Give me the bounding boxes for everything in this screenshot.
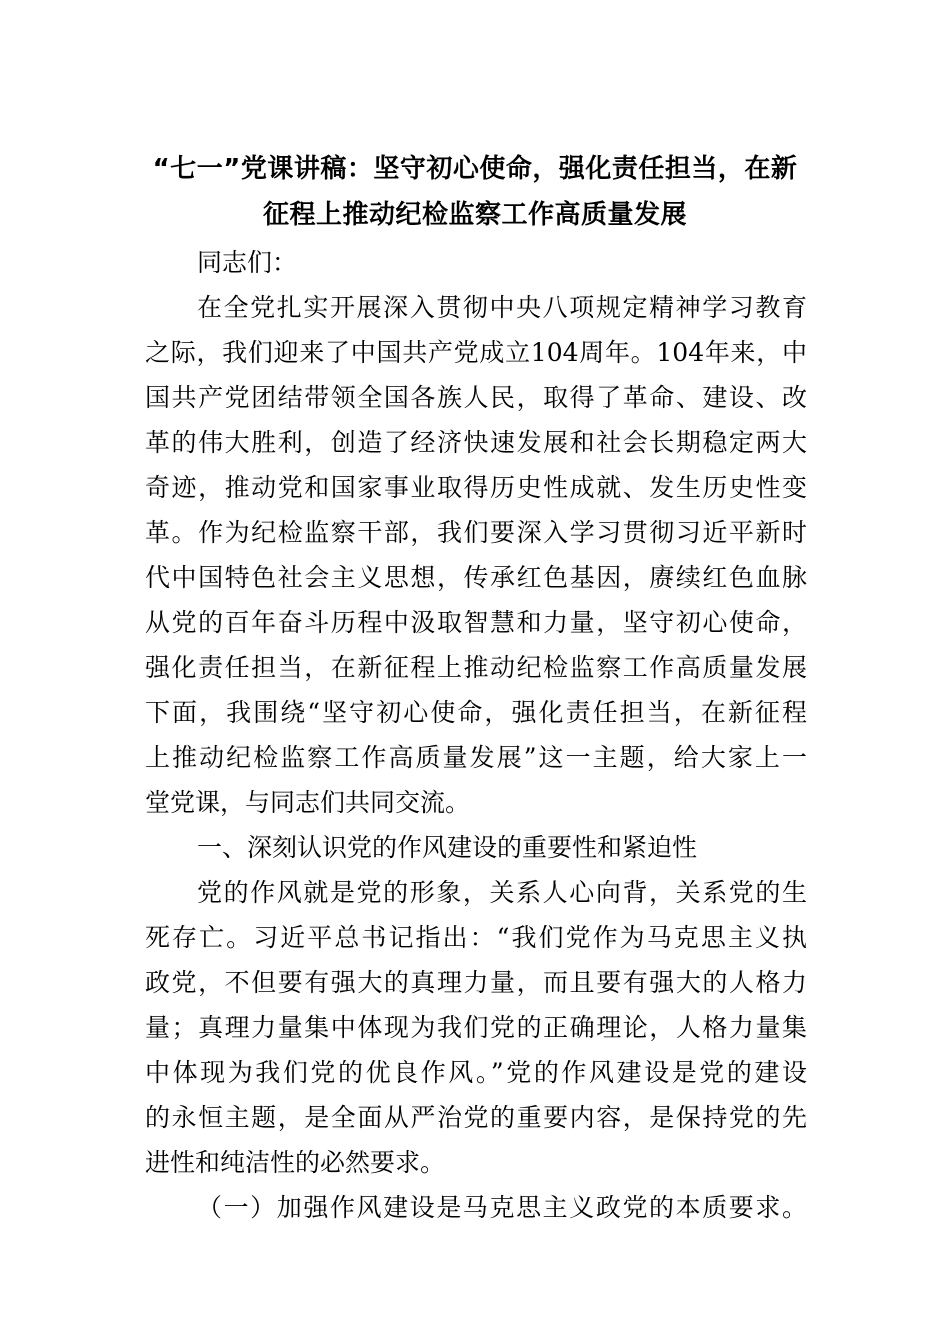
body-line: 中体现为我们党的优良作风。”党的作风建设是党的建设 xyxy=(145,1058,807,1087)
document-title xyxy=(145,146,805,238)
title-line-1: “七一”党课讲稿：坚守初心使命，强化责任担当，在新 xyxy=(152,154,798,184)
title-line-2: 征程上推动纪检监察工作高质量发展 xyxy=(262,200,687,230)
body-line: 政党，不但要有强大的真理力量，而且要有强大的人格力 xyxy=(145,968,807,997)
body-line: 之际，我们迎来了中国共产党成立104周年。104年来，中 xyxy=(145,338,807,367)
body-line: 强化责任担当，在新征程上推动纪检监察工作高质量发展 xyxy=(145,653,807,682)
body-line: 死存亡。习近平总书记指出：“我们党作为马克思主义执 xyxy=(145,923,807,952)
body-line: 革。作为纪检监察干部，我们要深入学习贯彻习近平新时 xyxy=(145,518,807,547)
body-line: 下面，我围绕“坚守初心使命，强化责任担当，在新征程 xyxy=(145,698,807,727)
body-line: 从党的百年奋斗历程中汲取智慧和力量，坚守初心使命， xyxy=(145,608,807,637)
section-heading: 一、深刻认识党的作风建设的重要性和紧迫性 xyxy=(197,833,698,862)
body-line: 在全党扎实开展深入贯彻中央八项规定精神学习教育 xyxy=(197,293,807,322)
body-line: 代中国特色社会主义思想，传承红色基因，赓续红色血脉 xyxy=(145,563,807,592)
document-body xyxy=(145,240,807,1230)
salutation: 同志们： xyxy=(197,248,298,277)
body-line: 进性和纯洁性的必然要求。 xyxy=(145,1148,446,1177)
body-line: 奇迹，推动党和国家事业取得历史性成就、发生历史性变 xyxy=(145,473,807,502)
body-line: 堂党课，与同志们共同交流。 xyxy=(145,788,471,817)
subsection-heading: （一）加强作风建设是马克思主义政党的本质要求。 xyxy=(197,1193,807,1222)
body-line: 国共产党团结带领全国各族人民，取得了革命、建设、改 xyxy=(145,383,807,412)
body-line: 党的作风就是党的形象，关系人心向背，关系党的生 xyxy=(197,878,807,907)
body-line: 上推动纪检监察工作高质量发展”这一主题，给大家上一 xyxy=(145,743,807,772)
body-line: 的永恒主题，是全面从严治党的重要内容，是保持党的先 xyxy=(145,1103,807,1132)
body-line: 量；真理力量集中体现为我们党的正确理论，人格力量集 xyxy=(145,1013,807,1042)
body-line: 革的伟大胜利，创造了经济快速发展和社会长期稳定两大 xyxy=(145,428,807,457)
